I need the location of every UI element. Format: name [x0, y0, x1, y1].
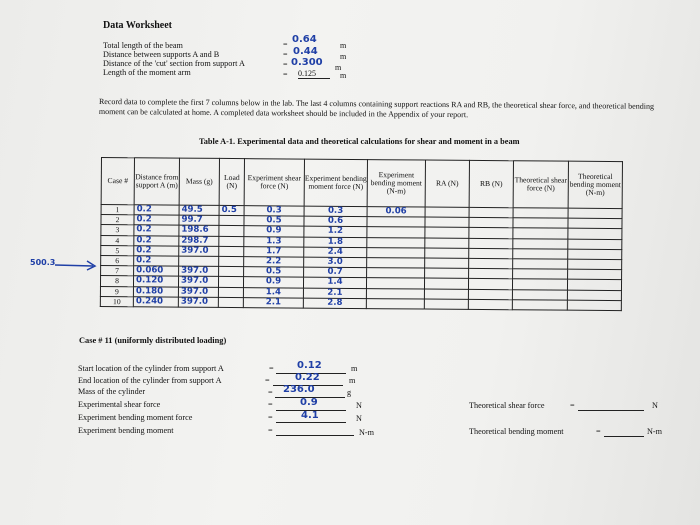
case11-bend-force-label: Experiment bending moment force — [78, 413, 193, 422]
measurement-value-moment-arm: 0.125 — [298, 69, 330, 79]
cell-mass: 198.6 — [179, 225, 219, 236]
cell-distance: 0.240 — [133, 296, 178, 307]
cell-mass: 397.0 — [178, 297, 218, 308]
cell-distance: 0.060 — [134, 266, 179, 277]
cell-empty — [512, 289, 567, 300]
cell-empty — [567, 290, 621, 301]
cell-shear: 2.2 — [244, 257, 304, 268]
cell-distance: 0.2 — [134, 225, 179, 236]
cell-distance: 0.2 — [134, 205, 179, 216]
cell-shear: 2.1 — [243, 297, 303, 308]
cell-empty — [469, 207, 513, 218]
cell-load — [218, 287, 243, 297]
cell-mass: 298.7 — [179, 236, 219, 247]
cell-shear: 0.9 — [243, 277, 303, 288]
cell-moment — [367, 217, 425, 228]
cell-case: 2 — [101, 215, 134, 225]
cell-distance: 0.2 — [134, 235, 179, 246]
cell-empty — [513, 248, 568, 259]
worksheet-title: Data Worksheet — [103, 20, 172, 31]
cell-empty — [513, 238, 568, 249]
case11-mass-label: Mass of the cylinder — [78, 387, 146, 396]
cell-bend_force: 3.0 — [304, 257, 367, 268]
cell-shear: 1.4 — [243, 287, 303, 298]
cell-case: 3 — [101, 225, 134, 235]
cell-empty — [567, 300, 621, 311]
measurement-label: Total length of the beam — [103, 41, 183, 50]
case11-shear-label: Experimental shear force — [78, 400, 161, 409]
cell-bend_force: 1.4 — [303, 277, 366, 288]
cell-distance: 0.2 — [134, 215, 179, 226]
case11-end-label: End location of the cylinder from support A — [78, 376, 222, 385]
cell-empty — [568, 218, 622, 229]
cell-load — [219, 256, 244, 266]
cell-empty — [468, 299, 512, 310]
cell-moment — [366, 278, 424, 289]
margin-note: 500.3 — [30, 258, 56, 267]
cell-load: 0.5 — [219, 205, 244, 215]
theo-moment-field — [604, 435, 644, 437]
cell-load — [219, 246, 244, 256]
cell-empty — [568, 208, 622, 219]
header-rb: RB (N) — [469, 160, 513, 207]
cell-shear: 0.3 — [244, 206, 304, 217]
cell-empty — [469, 269, 513, 280]
cell-empty — [425, 207, 469, 218]
case11-start-value: 0.12 — [297, 360, 322, 371]
table-caption: Table A-1. Experimental data and theoretical calculations for shear and moment in a beam — [199, 137, 520, 146]
cell-empty — [513, 259, 568, 270]
case11-title: Case # 11 (uniformly distributed loading) — [79, 336, 227, 345]
cell-shear: 1.7 — [244, 246, 304, 257]
cell-empty — [568, 229, 622, 240]
cell-moment — [366, 288, 424, 299]
case11-bend-force-value: 4.1 — [301, 410, 319, 421]
cell-mass: 49.5 — [179, 205, 219, 216]
measurement-label: Distance of the 'cut' section from support A — [103, 59, 245, 68]
cell-load — [219, 226, 244, 236]
cell-moment — [367, 227, 425, 238]
cell-load — [219, 216, 244, 226]
margin-arrow-icon — [53, 258, 99, 272]
cell-shear: 0.5 — [244, 267, 304, 278]
cell-case: 7 — [101, 266, 134, 276]
measurement-label: Length of the moment arm — [103, 68, 191, 77]
cell-empty — [469, 238, 513, 249]
cell-empty — [469, 258, 513, 269]
cell-bend_force: 0.7 — [304, 267, 367, 278]
table-header-row — [101, 158, 622, 209]
header-ra: RA (N) — [425, 160, 469, 207]
cell-empty — [568, 239, 622, 250]
header-mass: Mass (g) — [179, 158, 219, 205]
cell-case: 9 — [100, 286, 133, 296]
cell-empty — [425, 268, 469, 279]
cell-moment: 0.06 — [367, 207, 425, 218]
cell-moment — [367, 247, 425, 258]
cell-load — [219, 267, 244, 277]
theo-moment-label: Theoretical bending moment — [469, 427, 564, 436]
cell-load — [219, 236, 244, 246]
cell-distance: 0.120 — [133, 276, 178, 287]
theo-shear-label: Theoretical shear force — [469, 401, 545, 410]
header-distance: Distance from support A (m) — [134, 158, 179, 205]
case11-moment-field — [276, 434, 354, 436]
cell-bend_force: 2.1 — [303, 288, 366, 299]
worksheet-page: Data Worksheet Total length of the beam Distance between supports A and B Distance of the 'cut' section from support A Length of the moment arm = = = = 0.64 0.44 0.300 0.125 m m m m Record data to complete the first 7 columns below in the lab. The last 4 columns containing support reactions RA and RB, the theoretical shear force, and theoretical bending moment can be calculated at home. A completed data worksheet should be included in the Appendix of your report. Table A-1. Experimental data and theoretical calculations for shear and moment in a beam Case # Distance from support A (m) Mass (g) Load (N) Experiment shear force (N) Experiment bending moment force (N) Experiment bending moment (N-m) RA (N) RB (N) Theoretical shear force (N) Theoretical bending moment (N-m) 1 0.2 49.5 0.5 0.3 0.3 0.06 2 0.2 99.7 0.5 0.6 3 0.2 198.6 0.9 1.2 4 0.2 298.7 1.3 1.8 5 0.2 397.0 1.7 2.4 6 0.2 2.2 3.0 7 0.060 397.0 0.5 0.7 8 0.120 397.0 0.9 1.4 9 0.180 397.0 1.4 2.1 10 0.240 397.0 2.1 2.8 500.3 Case # 11 (uniformly distributed loading) Start location of the cylinder from support A = 0.12 m End location of the cylinder from support A = 0.22 m Mass of the cylinder = 236.0 g Experimental shear force = 0.9 N Experiment bending moment force = 4.1 N Experiment bending moment = N-m Theoretical shear force = N Theoretical bending moment = N-m — [0, 0, 700, 525]
cell-empty — [469, 218, 513, 229]
cell-empty — [567, 279, 621, 290]
cell-empty — [469, 228, 513, 239]
data-table — [100, 157, 623, 311]
cell-moment — [367, 268, 425, 279]
cell-empty — [513, 208, 568, 219]
measurement-value-support-distance: 0.44 — [293, 46, 318, 57]
measurement-label: Distance between supports A and B — [103, 50, 220, 59]
cell-empty — [512, 279, 567, 290]
cell-load — [218, 297, 243, 307]
cell-bend_force: 0.6 — [304, 216, 367, 227]
cell-case: 6 — [101, 255, 134, 265]
cell-empty — [425, 238, 469, 249]
cell-case: 5 — [101, 245, 134, 255]
cell-empty — [568, 259, 622, 270]
measurement-value-beam-length: 0.64 — [292, 34, 317, 45]
cell-empty — [513, 218, 568, 229]
cell-empty — [469, 248, 513, 259]
case11-shear-value: 0.9 — [300, 397, 318, 408]
cell-empty — [512, 299, 567, 310]
cell-empty — [424, 289, 468, 300]
cell-empty — [568, 269, 622, 280]
cell-empty — [568, 249, 622, 260]
cell-mass: 99.7 — [179, 215, 219, 226]
cell-empty — [425, 227, 469, 238]
cell-empty — [424, 299, 468, 310]
header-theo-shear: Theoretical shear force (N) — [513, 161, 568, 208]
cell-empty — [425, 248, 469, 259]
theo-shear-field — [578, 409, 644, 411]
cell-distance: 0.2 — [134, 246, 179, 257]
cell-case: 4 — [101, 235, 134, 245]
case11-moment-label: Experiment bending moment — [78, 426, 174, 435]
cell-bend_force: 2.8 — [303, 298, 366, 309]
cell-moment — [366, 298, 424, 309]
cell-shear: 0.5 — [244, 216, 304, 227]
header-exp-moment: Experiment bending moment (N-m) — [367, 160, 425, 207]
cell-shear: 0.9 — [244, 226, 304, 237]
cell-empty — [425, 258, 469, 269]
cell-bend_force: 1.2 — [304, 226, 367, 237]
cell-empty — [424, 278, 468, 289]
cell-empty — [425, 217, 469, 228]
cell-mass: 397.0 — [179, 266, 219, 277]
case11-end-value: 0.22 — [295, 372, 320, 383]
cell-case: 1 — [101, 205, 134, 215]
header-case: Case # — [101, 158, 134, 205]
cell-mass: 397.0 — [178, 287, 218, 298]
case11-mass-value: 236.0 — [283, 384, 315, 395]
instructions-text: Record data to complete the first 7 columns below in the lab. The last 4 columns containing support reactions RA and RB, the theoretical shear force, and theoretical bending moment can be calculated at home. A completed data worksheet should be included in the Appendix of your report. — [98, 97, 655, 119]
cell-case: 10 — [100, 296, 133, 306]
measurement-value-cut-distance: 0.300 — [291, 57, 323, 68]
cell-shear: 1.3 — [244, 236, 304, 247]
case11-start-label: Start location of the cylinder from support A — [78, 364, 224, 373]
cell-distance: 0.180 — [133, 286, 178, 297]
cell-bend_force: 0.3 — [304, 206, 367, 217]
header-theo-moment: Theoretical bending moment (N-m) — [568, 161, 622, 208]
header-exp-shear: Experiment shear force (N) — [244, 159, 304, 206]
header-load: Load (N) — [219, 158, 244, 205]
cell-empty — [513, 228, 568, 239]
cell-load — [218, 277, 243, 287]
cell-empty — [513, 269, 568, 280]
cell-empty — [468, 289, 512, 300]
cell-case: 8 — [100, 276, 133, 286]
cell-mass: 397.0 — [178, 276, 218, 287]
cell-mass: 397.0 — [179, 246, 219, 257]
cell-moment — [367, 237, 425, 248]
cell-moment — [367, 258, 425, 269]
cell-empty — [468, 279, 512, 290]
cell-bend_force: 1.8 — [304, 237, 367, 248]
header-exp-bend-force: Experiment bending moment force (N) — [304, 159, 367, 206]
cell-bend_force: 2.4 — [304, 247, 367, 258]
cell-distance: 0.2 — [134, 256, 179, 267]
